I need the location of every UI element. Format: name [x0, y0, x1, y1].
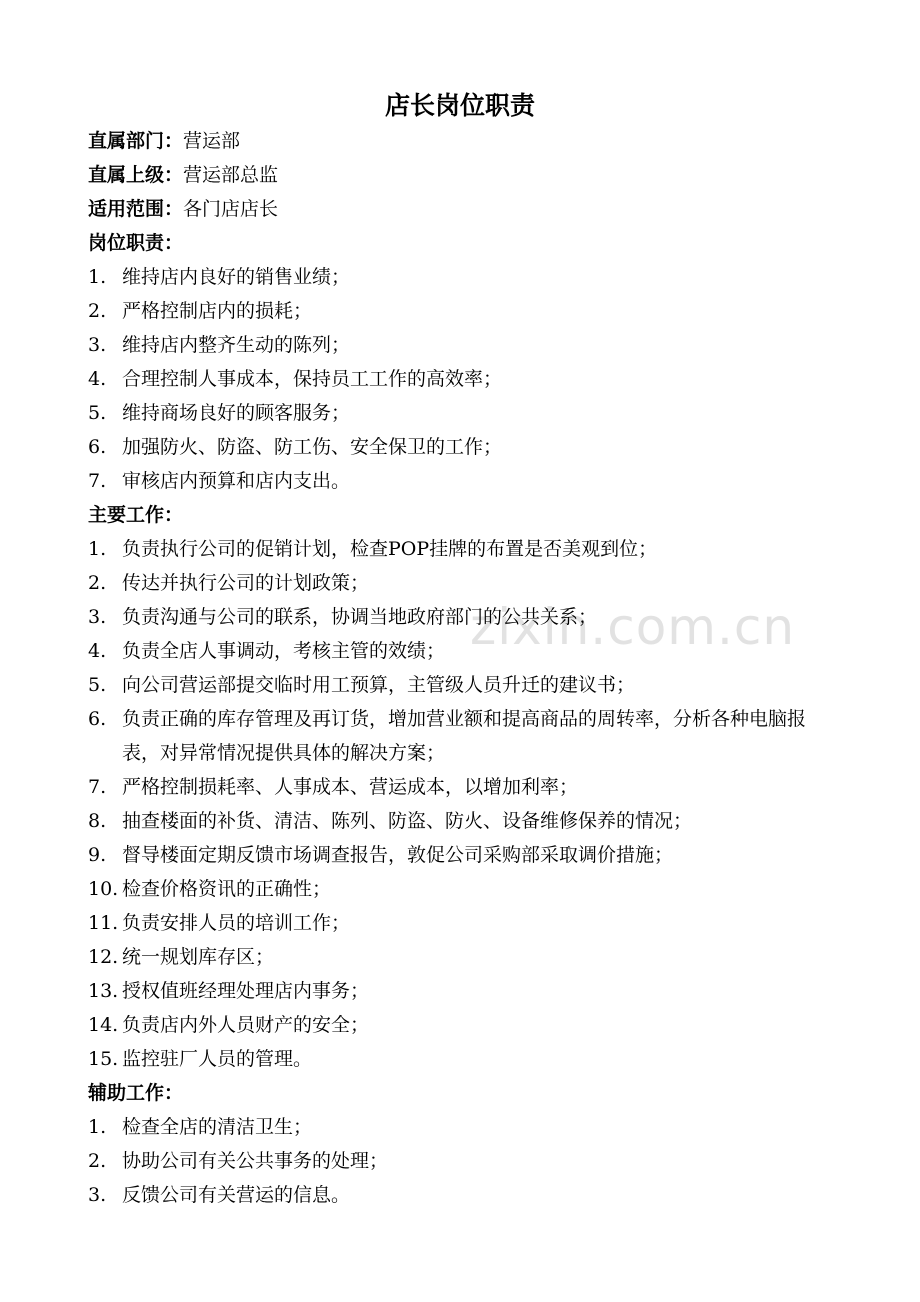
item-text: 严格控制损耗率、人事成本、营运成本，以增加利率；	[122, 776, 579, 798]
meta-label: 直属上级：	[88, 164, 184, 186]
item-number: 9.	[88, 844, 107, 866]
item-number: 11.	[88, 912, 119, 934]
list-item	[88, 906, 840, 940]
item-number: 3.	[88, 334, 107, 356]
section-heading-main-work: 主要工作：	[88, 504, 184, 526]
item-text: 传达并执行公司的计划政策；	[122, 572, 370, 594]
item-text: 授权值班经理处理店内事务；	[122, 980, 370, 1002]
list-item	[88, 770, 840, 804]
list-item	[88, 600, 840, 634]
item-text: 负责执行公司的促销计划，检查POP挂牌的布置是否美观到位；	[122, 538, 658, 560]
item-text: 负责全店人事调动，考核主管的效绩；	[122, 640, 446, 662]
meta-value: 营运部	[183, 130, 241, 152]
item-number: 6.	[88, 708, 107, 730]
list-item	[88, 634, 840, 668]
item-number: 3.	[88, 606, 107, 628]
list-item	[88, 294, 840, 328]
list-item	[88, 702, 840, 770]
page-title: 店长岗位职责	[384, 91, 535, 120]
meta-superior	[88, 158, 840, 192]
list-item	[88, 430, 840, 464]
item-text: 统一规划库存区；	[122, 946, 275, 968]
meta-scope	[88, 192, 840, 226]
list-item	[88, 1008, 840, 1042]
item-number: 14.	[88, 1014, 119, 1036]
item-text: 督导楼面定期反馈市场调查报告，敦促公司采购部采取调价措施；	[122, 844, 674, 866]
aux-work-list	[88, 1110, 840, 1212]
item-text: 检查全店的清洁卫生；	[122, 1116, 313, 1138]
section-heading-duties: 岗位职责：	[88, 232, 184, 254]
main-work-list	[88, 532, 840, 1076]
list-item	[88, 464, 840, 498]
item-number: 4.	[88, 640, 107, 662]
list-item	[88, 940, 840, 974]
item-text: 抽查楼面的补货、清洁、陈列、防盗、防火、设备维修保养的情况；	[122, 810, 693, 832]
meta-value: 营运部总监	[183, 164, 279, 186]
item-number: 12.	[88, 946, 119, 968]
watermark: zixin.com.cn	[470, 598, 796, 656]
list-item	[88, 974, 840, 1008]
item-number: 1.	[88, 266, 107, 288]
document-body	[88, 124, 840, 1212]
item-text: 维持商场良好的顾客服务；	[122, 402, 351, 424]
list-item	[88, 396, 840, 430]
item-text: 检查价格资讯的正确性；	[122, 878, 332, 900]
item-number: 2.	[88, 300, 107, 322]
item-number: 7.	[88, 776, 107, 798]
item-number: 5.	[88, 402, 107, 424]
item-text: 反馈公司有关营运的信息。	[122, 1184, 351, 1206]
list-item	[88, 1042, 840, 1076]
duties-list	[88, 260, 840, 498]
item-text: 监控驻厂人员的管理。	[122, 1048, 313, 1070]
item-number: 7.	[88, 470, 107, 492]
list-item	[88, 328, 840, 362]
item-number: 13.	[88, 980, 119, 1002]
item-text: 维持店内良好的销售业绩；	[122, 266, 351, 288]
item-number: 1.	[88, 1116, 107, 1138]
item-text: 负责正确的库存管理及再订货，增加营业额和提高商品的周转率，分析各种电脑报表，对异常情况提供具体的解决方案；	[122, 708, 807, 764]
list-item	[88, 1144, 840, 1178]
list-item	[88, 804, 840, 838]
item-text: 严格控制店内的损耗；	[122, 300, 313, 322]
item-text: 负责安排人员的培训工作；	[122, 912, 351, 934]
item-number: 15.	[88, 1048, 119, 1070]
list-item	[88, 532, 840, 566]
section-heading-aux-work: 辅助工作：	[88, 1082, 184, 1104]
item-number: 1.	[88, 538, 107, 560]
item-number: 6.	[88, 436, 107, 458]
list-item	[88, 566, 840, 600]
meta-label: 适用范围：	[88, 198, 184, 220]
item-number: 2.	[88, 572, 107, 594]
meta-label: 直属部门：	[88, 130, 184, 152]
item-number: 2.	[88, 1150, 107, 1172]
item-text: 合理控制人事成本，保持员工工作的高效率；	[122, 368, 503, 390]
item-number: 5.	[88, 674, 107, 696]
item-number: 3.	[88, 1184, 107, 1206]
list-item	[88, 668, 840, 702]
item-text: 维持店内整齐生动的陈列；	[122, 334, 351, 356]
meta-value: 各门店店长	[183, 198, 279, 220]
item-text: 协助公司有关公共事务的处理；	[122, 1150, 389, 1172]
item-text: 加强防火、防盗、防工伤、安全保卫的工作；	[122, 436, 503, 458]
item-number: 8.	[88, 810, 107, 832]
list-item	[88, 362, 840, 396]
item-text: 审核店内预算和店内支出。	[122, 470, 351, 492]
item-text: 负责店内外人员财产的安全；	[122, 1014, 370, 1036]
list-item	[88, 872, 840, 906]
item-text: 向公司营运部提交临时用工预算，主管级人员升迁的建议书；	[122, 674, 636, 696]
item-text: 负责沟通与公司的联系，协调当地政府部门的公共关系；	[122, 606, 598, 628]
list-item	[88, 260, 840, 294]
list-item	[88, 838, 840, 872]
item-number: 4.	[88, 368, 107, 390]
item-number: 10.	[88, 878, 119, 900]
list-item	[88, 1178, 840, 1212]
meta-department	[88, 124, 840, 158]
list-item	[88, 1110, 840, 1144]
